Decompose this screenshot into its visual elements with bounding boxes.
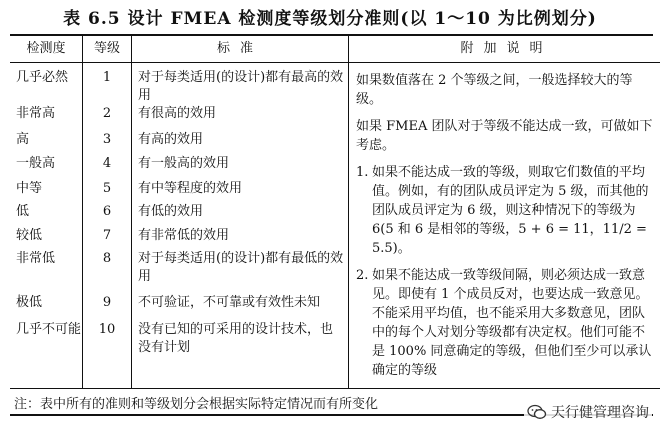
detection-cell: 非常高 bbox=[16, 106, 56, 121]
rank-cell: 4 bbox=[102, 156, 112, 171]
watermark-text: 天行健管理咨询 bbox=[551, 405, 649, 421]
criteria-cell: 有一般高的效用 bbox=[138, 156, 230, 171]
detection-cell: 高 bbox=[16, 132, 30, 147]
criteria-cell: 有非常低的效用 bbox=[138, 228, 230, 243]
rank-cell: 7 bbox=[102, 228, 112, 243]
wechat-icon bbox=[527, 404, 547, 420]
detection-cell: 较低 bbox=[16, 228, 43, 243]
criteria-cell: 有中等程度的效用 bbox=[138, 181, 243, 196]
note-list-item bbox=[356, 163, 655, 258]
criteria-cell: 有低的效用 bbox=[138, 204, 204, 219]
criteria-cell: 没有已知的可采用的设计技术，也没有计划 bbox=[138, 322, 334, 355]
note-paragraph: 如果 FMEA 团队对于等级不能达成一致，可做如下考虑。 bbox=[356, 119, 653, 153]
detection-cell: 极低 bbox=[16, 295, 43, 310]
note-text: 如果不能达成一致等级间隔，则必须达成一致意见。即使有 1 个成员反对，也要达成一致意见。不能采用平均值，也不能采用大多数意见，团队中的每个人对划分等级都有决定权。他们可能不是 100% 同意确定的等级，但他们至少可以承认确定的等级 bbox=[372, 268, 652, 378]
detection-cell: 一般高 bbox=[16, 156, 56, 171]
header-rank: 等级 bbox=[83, 36, 132, 63]
rank-cell: 2 bbox=[102, 106, 112, 121]
criteria-cell: 不可验证，不可靠或有效性未知 bbox=[138, 295, 321, 310]
detection-cell: 低 bbox=[16, 204, 30, 219]
note-number: 1. bbox=[356, 165, 369, 180]
additional-notes bbox=[350, 63, 660, 380]
rank-cell: 5 bbox=[102, 181, 112, 196]
header-notes: 附加说明 bbox=[460, 41, 553, 56]
note-number: 2. bbox=[356, 268, 369, 283]
rank-cell: 9 bbox=[102, 295, 112, 310]
detection-cell: 几乎必然 bbox=[16, 70, 69, 85]
table-title: 表 6.5 设计 FMEA 检测度等级划分准则(以 1～10 为比例划分) bbox=[63, 9, 597, 29]
criteria-cell: 有高的效用 bbox=[138, 132, 204, 147]
criteria-cell: 对于每类适用(的设计)都有最低的效用 bbox=[138, 251, 344, 284]
rank-cell: 10 bbox=[98, 322, 116, 337]
rank-cell: 8 bbox=[102, 251, 112, 266]
criteria-table bbox=[10, 34, 653, 416]
detection-cell: 中等 bbox=[16, 181, 43, 196]
note-list-item bbox=[356, 266, 655, 380]
detection-cell: 非常低 bbox=[16, 251, 56, 266]
table-header-row bbox=[10, 36, 660, 63]
header-detection: 检测度 bbox=[10, 36, 83, 63]
footnote: 注：表中所有的准则和等级划分会根据实际特定情况而有所变化 bbox=[10, 389, 660, 422]
rank-cell: 6 bbox=[102, 204, 112, 219]
note-paragraph: 如果数值落在 2 个等级之间，一般选择较大的等级。 bbox=[356, 73, 633, 107]
note-text: 如果不能达成一致的等级，则取它们数值的平均值。例如，有的团队成员评定为 5 级，而其他的团队成员评定为 6 级，则这种情况下的等级为 6(5 和 6 是相邻的等级，5 + 6 = 11，11/2 = 5.5)。 bbox=[372, 165, 649, 256]
table-body bbox=[10, 63, 660, 389]
header-criteria: 标准 bbox=[216, 41, 263, 56]
detection-cell: 几乎不可能 bbox=[16, 322, 82, 337]
rank-cell: 1 bbox=[102, 70, 112, 85]
criteria-cell: 对于每类适用(的设计)都有最高的效用 bbox=[138, 70, 344, 103]
criteria-cell: 有很高的效用 bbox=[138, 106, 217, 121]
watermark bbox=[524, 401, 652, 423]
rank-cell: 3 bbox=[102, 132, 112, 147]
